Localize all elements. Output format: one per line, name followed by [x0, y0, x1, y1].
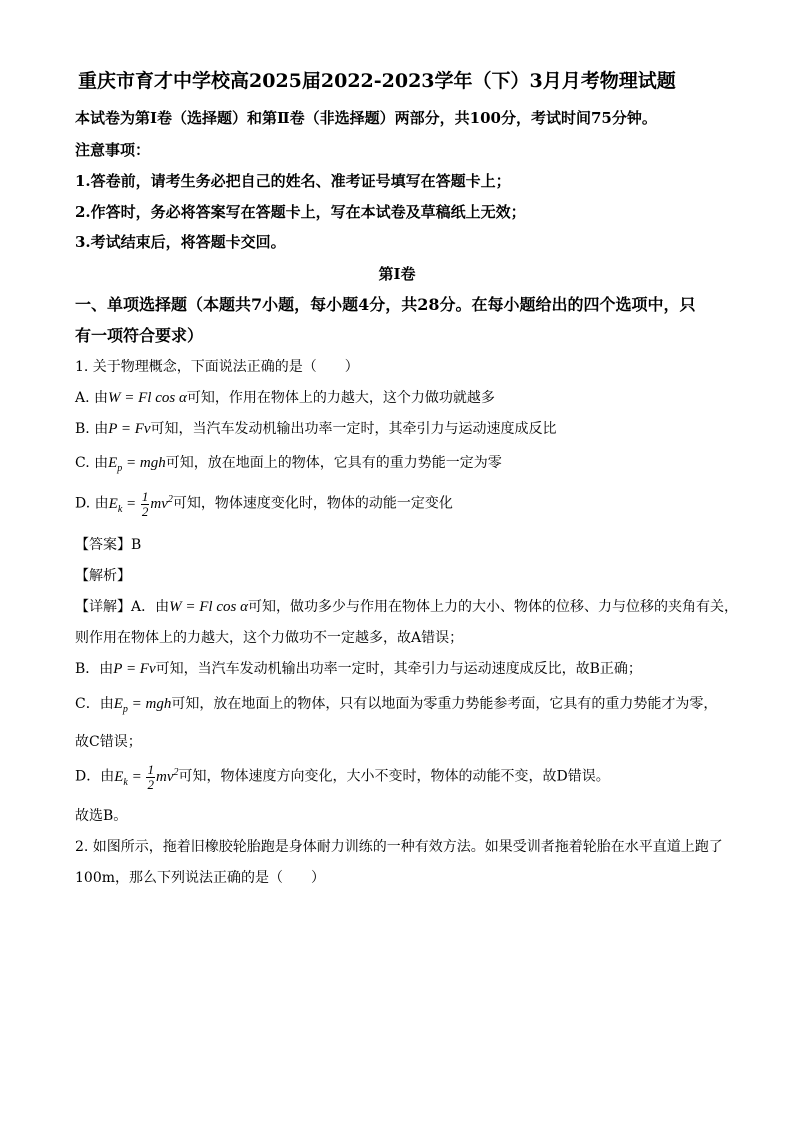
option-c-text: 可知，放在地面上的物体，它具有的重力势能一定为零 — [165, 455, 502, 471]
note-1: 1.答卷前，请考生务必把自己的姓名、准考证号填写在答题卡上； — [75, 172, 511, 190]
q1-answer: 【答案】B — [75, 537, 142, 553]
q1-option-d — [75, 490, 453, 518]
kinetic-energy-formula: $E_k$ = $\frac{1}{2}$ $mv^2$ — [114, 762, 179, 792]
option-d-prefix: D. 由 — [75, 495, 109, 512]
option-a-prefix: A. 由 — [75, 390, 109, 406]
exam-intro: 本试卷为第Ⅰ卷（选择题）和第Ⅱ卷（非选择题）两部分，共100分，考试时间75分钟。 — [75, 109, 657, 127]
q1-analysis-label: 【解析】 — [75, 568, 131, 584]
kinetic-energy-formula: $E_k$ = $\frac{1}{2}$ $mv^2$ — [108, 489, 173, 519]
half-fraction: $\frac{1}{2}$ — [147, 762, 154, 792]
q1-option-c — [75, 456, 502, 474]
q1-stem: 1. 关于物理概念，下面说法正确的是（ ） — [75, 359, 359, 375]
potential-energy-formula: $E_p$ = mgh — [108, 455, 166, 474]
q1-conclusion: 故选B。 — [75, 808, 128, 824]
work-formula: W = Fl cos α — [169, 599, 248, 615]
q1-detail-b: B．由P = Fv可知，当汽车发动机输出功率一定时，其牵引力与运动速度成反比，故B正确； — [75, 661, 642, 677]
exam-title: 重庆市育才中学校高2025届2022-2023学年（下）3月月考物理试题 — [78, 70, 676, 92]
power-formula: P = Fv — [113, 661, 156, 677]
notes-heading: 注意事项： — [75, 141, 151, 159]
potential-energy-formula: $E_p$ = mgh — [113, 696, 172, 715]
option-b-text: 可知，当汽车发动机输出功率一定时，其牵引力与运动速度成反比 — [150, 421, 557, 437]
q1-option-b — [75, 422, 557, 437]
option-d-text: 可知，物体速度变化时，物体的动能一定变化 — [172, 495, 453, 512]
q1-detail-c: C．由$E_p$ = mgh可知，放在地面上的物体，只有以地面为零重力势能参考面，它具有的重力势能才为零， — [75, 696, 718, 715]
section-heading-line1: 一、单项选择题（本题共7小题，每小题4分，共28分。在每小题给出的四个选项中，只 — [75, 295, 696, 314]
q1-detail-a: 【详解】A．由W = Fl cos α可知，做功多少与作用在物体上力的大小、物体的位移、力与位移的夹角有关， — [75, 599, 738, 615]
work-formula: W = Fl cos α — [108, 390, 187, 406]
note-2: 2.作答时，务必将答案写在答题卡上，写在本试卷及草稿纸上无效； — [75, 203, 526, 221]
volume-heading: 第Ⅰ卷 — [378, 265, 416, 283]
q1-detail-d: D．由$E_k$ = $\frac{1}{2}$ $mv^2$可知，物体速度方向变化，大小不变时，物体的动能不变，故D错误。 — [75, 762, 610, 792]
section-heading-line2: 有一项符合要求） — [75, 326, 204, 345]
option-c-prefix: C. 由 — [75, 455, 109, 471]
power-formula: P = Fv — [108, 421, 151, 437]
q1-detail-c-cont: 故C错误； — [75, 734, 142, 750]
q1-option-a — [75, 391, 495, 406]
half-fraction: $\frac{1}{2}$ — [141, 489, 149, 519]
q2-stem-line1: 2. 如图所示，拖着旧橡胶轮胎跑是身体耐力训练的一种有效方法。如果受训者拖着轮胎在水平直道上跑了 — [75, 839, 723, 855]
option-a-text: 可知，作用在物体上的力越大，这个力做功就越多 — [186, 390, 495, 406]
q1-detail-a-cont: 则作用在物体上的力越大，这个力做功不一定越多，故A错误； — [75, 630, 464, 646]
q2-stem-line2: 100m，那么下列说法正确的是（ ） — [75, 870, 325, 886]
option-b-prefix: B. 由 — [75, 421, 109, 437]
note-3: 3.考试结束后，将答题卡交回。 — [75, 233, 286, 251]
